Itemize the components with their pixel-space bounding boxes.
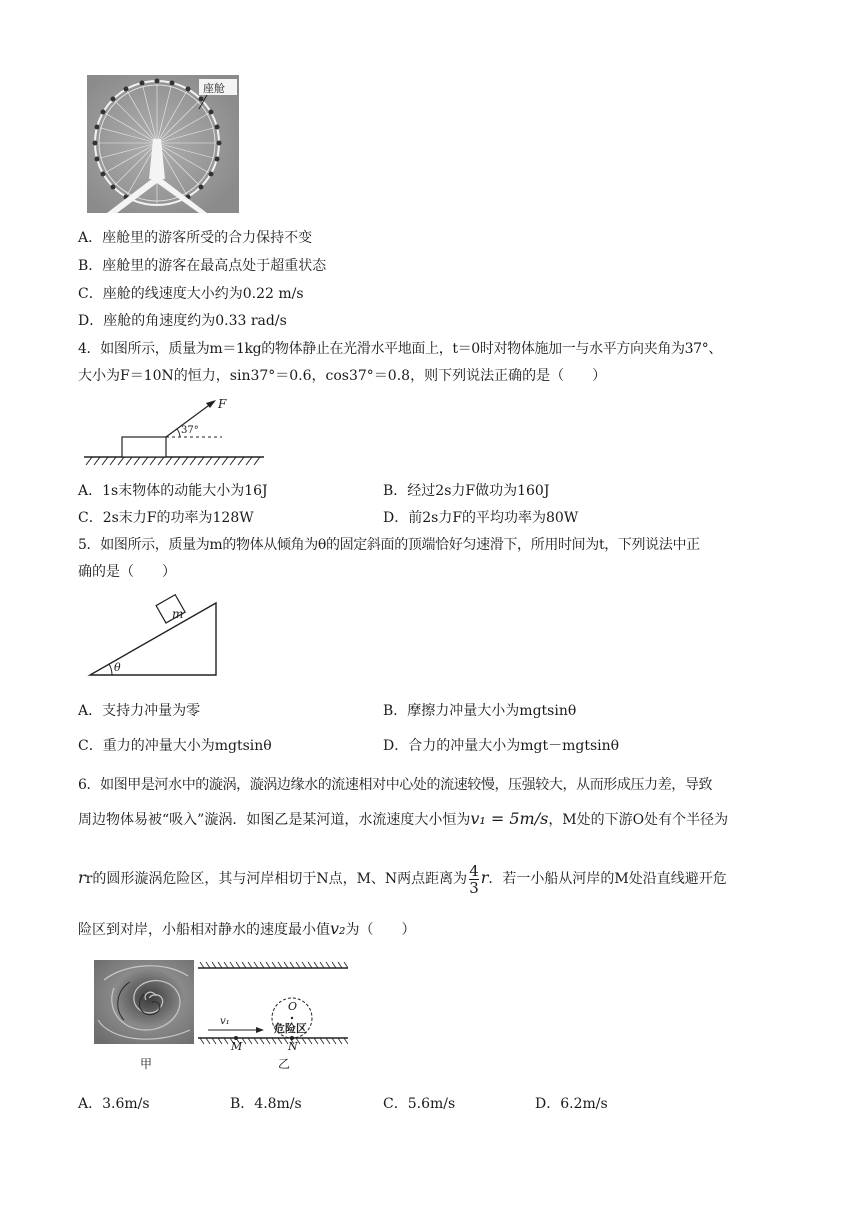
danger-zone-label: 危险区: [274, 1022, 307, 1035]
q6-stem-line4: [78, 919, 415, 940]
r-variable-2: r: [480, 868, 489, 887]
q6-stem-line3b: ．若一小船从河岸的M处沿直线避开危: [488, 871, 727, 887]
q4-option-b: B．经过2s力F做功为160J: [383, 483, 550, 499]
q5-option-d: D．合力的冲量大小为mgt－mgtsinθ: [383, 738, 620, 754]
q5-stem-line1: 5．如图所示，质量为m的物体从倾角为θ的固定斜面的顶端恰好匀速滑下，所用时间为t，下列说法中正: [78, 537, 700, 553]
q6-option-b: B．4.8m/s: [230, 1096, 302, 1112]
cabin-label: 座舱: [203, 82, 225, 95]
q6-stem-line3: [78, 860, 727, 897]
q4-force-label: F: [218, 397, 227, 411]
q6-stem-line2b: ，M处的下游O处有个半径为: [548, 812, 729, 828]
q5-option-a: A．支持力冲量为零: [78, 703, 201, 719]
q6-option-a: A．3.6m/s: [78, 1096, 150, 1112]
v1-label: v₁: [220, 1016, 230, 1027]
q6-stem-line2a: 周边物体易被“吸入”漩涡．如图乙是某河道，水流速度大小恒为: [78, 812, 471, 828]
q4-stem-line2: 大小为F＝10N的恒力，sin37°＝0.6，cos37°＝0.8，则下列说法正确的是（ ）: [78, 368, 607, 384]
q6-stem-line2: [78, 809, 728, 830]
label-jia: 甲: [140, 1057, 153, 1071]
q6-option-d: D．6.2m/s: [535, 1096, 608, 1112]
v1-expression: v₁ = 5m/s: [470, 809, 549, 828]
q5-option-b: B．摩擦力冲量大小为mgtsinθ: [383, 703, 577, 719]
N-label: N: [288, 1040, 298, 1053]
q3-option-a: A．座舱里的游客所受的合力保持不变: [78, 230, 313, 246]
q6-option-c: C．5.6m/s: [383, 1096, 456, 1112]
q5-angle-label: θ: [114, 661, 121, 674]
whirlpool-photo: [94, 960, 194, 1044]
label-yi: 乙: [278, 1057, 291, 1071]
fraction-numerator: 4: [469, 861, 479, 880]
q5-stem-line2: 确的是（ ）: [78, 564, 176, 580]
q5-mass-label: m: [172, 607, 184, 621]
ferris-wheel-figure: [87, 75, 239, 213]
q4-option-d: D．前2s力F的平均功率为80W: [383, 510, 579, 526]
q4-option-a: A．1s末物体的动能大小为16J: [78, 483, 268, 499]
q3-option-d: D．座舱的角速度约为0.33 rad/s: [78, 313, 287, 329]
q4-stem-line1: 4．如图所示，质量为m＝1kg的物体静止在光滑水平地面上，t＝0时对物体施加一与水平方向夹角为37°、: [78, 341, 723, 357]
q3-option-c: C．座舱的线速度大小约为0.22 m/s: [78, 286, 304, 302]
r-variable: r: [78, 868, 86, 887]
q4-angle-label: 37°: [181, 425, 199, 436]
q6-stem-line4a: 险区到对岸，小船相对静水的速度最小值: [78, 922, 330, 938]
q4-block-figure: [84, 395, 264, 467]
river-diagram: [198, 960, 348, 1053]
M-label: M: [231, 1040, 243, 1053]
q4-option-c: C．2s末力F的功率为128W: [78, 510, 254, 526]
q6-stem-line3a: r的圆形漩涡危险区，其与河岸相切于N点，M、N两点距离为: [85, 871, 468, 887]
q5-option-c: C．重力的冲量大小为mgtsinθ: [78, 738, 272, 754]
O-label: O: [288, 1000, 298, 1013]
q5-incline-figure: [86, 593, 226, 681]
fraction-4-3: [469, 863, 479, 896]
q6-stem-line4b: 为（ ）: [345, 922, 416, 938]
fraction-denominator: 3: [469, 878, 479, 897]
q3-option-b: B．座舱里的游客在最高点处于超重状态: [78, 258, 327, 274]
q6-stem-line1: 6．如图甲是河水中的漩涡，漩涡边缘水的流速相对中心处的流速较慢，压强较大，从而形成压力差，导致: [78, 777, 713, 793]
v2-symbol: v₂: [330, 919, 346, 938]
